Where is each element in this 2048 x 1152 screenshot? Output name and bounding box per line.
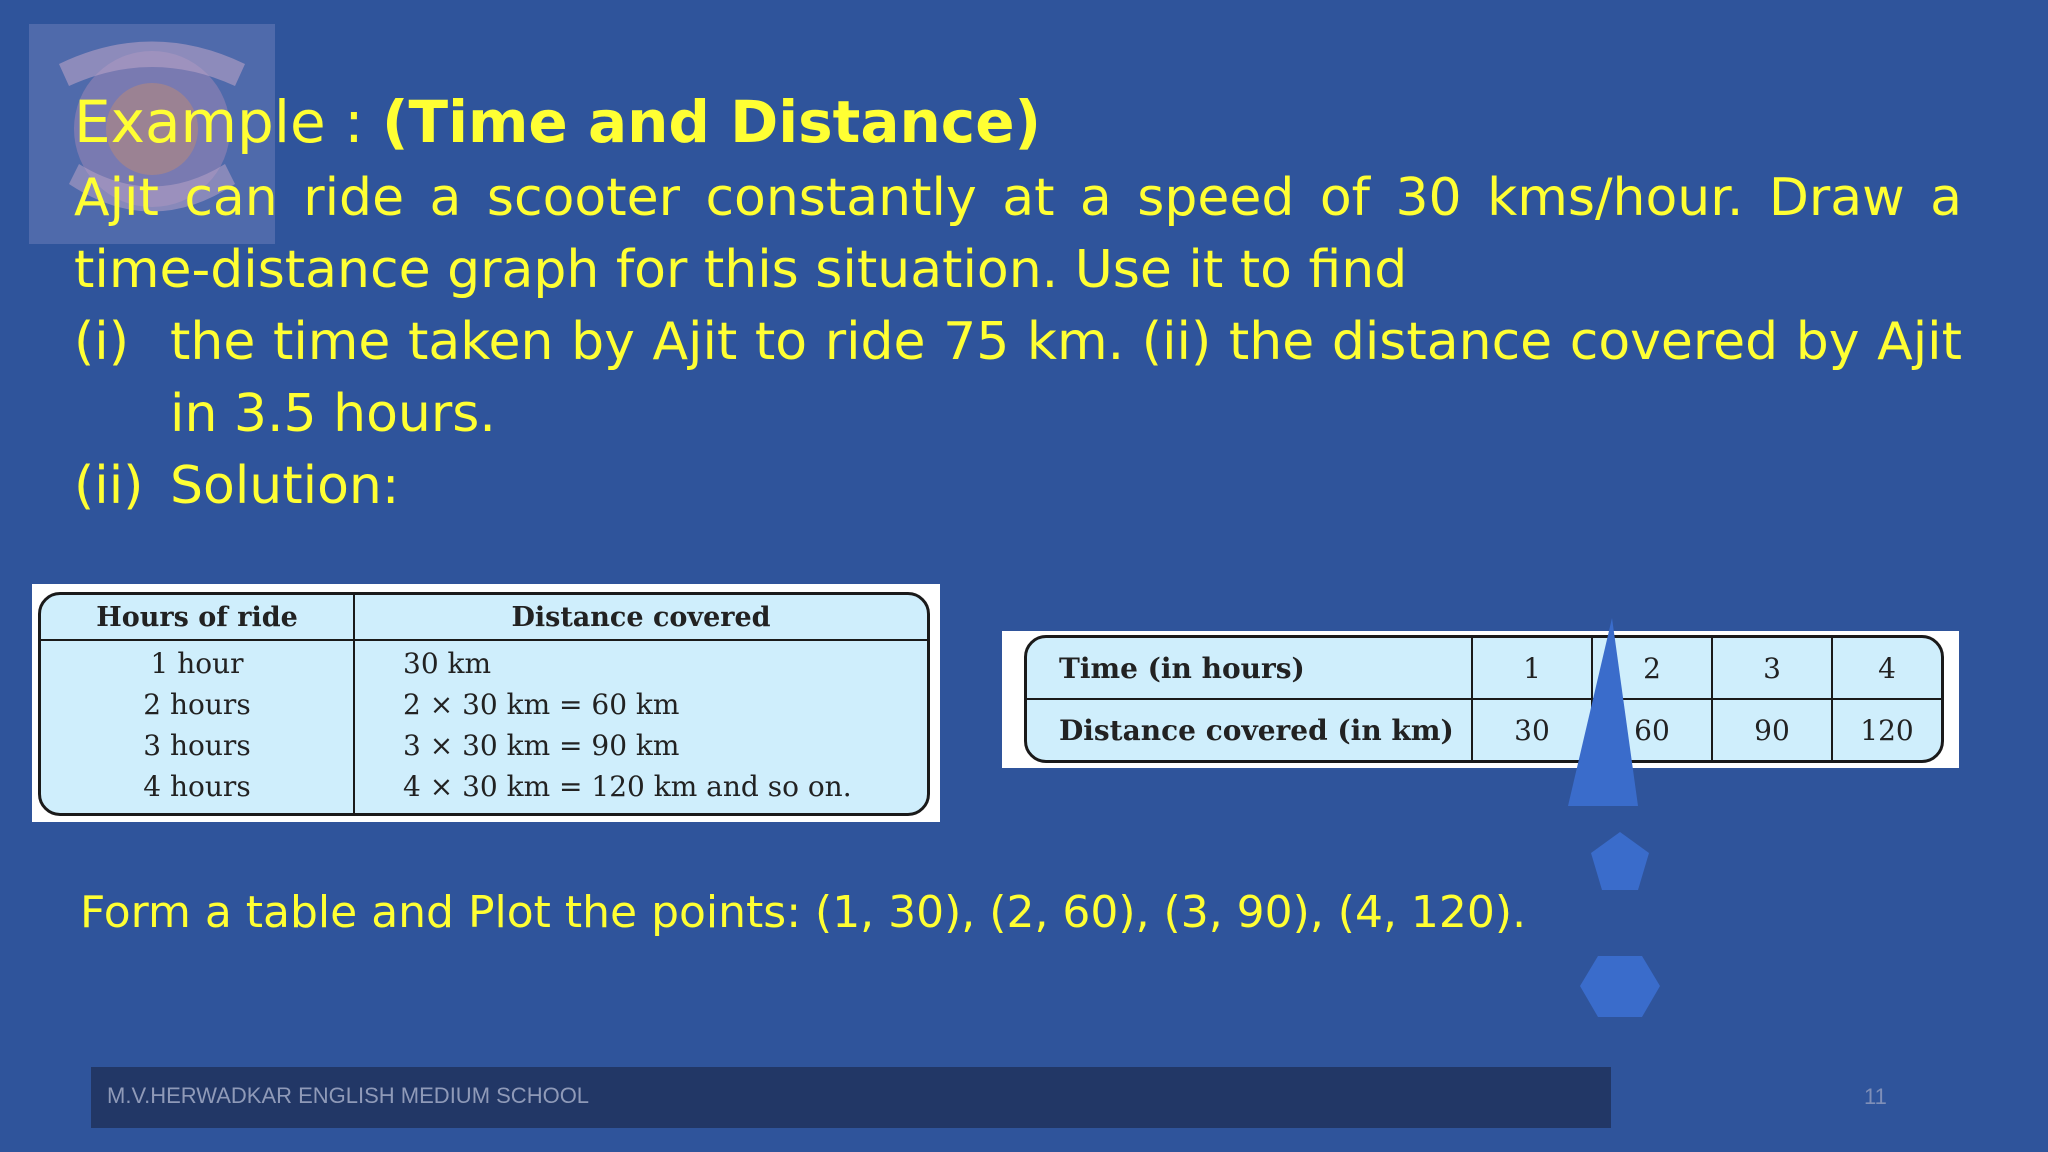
table-header xyxy=(41,595,927,641)
hexagon-shape-icon xyxy=(1580,956,1660,1017)
table-cell: 30 xyxy=(1473,700,1593,760)
row-label-distance: Distance covered (in km) xyxy=(1027,700,1473,760)
hours-distance-table-image xyxy=(32,584,940,822)
item-number: (i) xyxy=(74,312,130,372)
header-hours: Hours of ride xyxy=(41,595,355,639)
item-text: the time taken by Ajit to ride 75 km. (ii) the distance covered by Ajit in 3.5 hours. xyxy=(170,312,1962,444)
footer-school-name: M.V.HERWADKAR ENGLISH MEDIUM SCHOOL xyxy=(107,1083,590,1108)
row-label-time: Time (in hours) xyxy=(1027,638,1473,698)
list-item xyxy=(74,450,1962,522)
title-bold: (Time and Distance) xyxy=(382,88,1042,156)
table-cell: 2 hours xyxy=(143,688,251,721)
header-distance: Distance covered xyxy=(511,601,771,633)
table-cell: 3 × 30 km = 90 km xyxy=(403,729,680,762)
question-list xyxy=(74,306,1962,522)
table-cell: 1 hour xyxy=(150,647,244,680)
hours-column xyxy=(41,641,355,815)
table-cell: 2 × 30 km = 60 km xyxy=(403,688,680,721)
instruction-text: Form a table and Plot the points: (1, 30), (2, 60), (3, 90), (4, 120). xyxy=(80,887,1527,938)
table-cell: 90 xyxy=(1713,700,1833,760)
time-distance-table-image xyxy=(1002,631,1959,768)
table-cell: 2 xyxy=(1593,638,1713,698)
table-cell: 4 hours xyxy=(143,770,251,803)
table-cell: 3 hours xyxy=(143,729,251,762)
hours-distance-table xyxy=(38,592,930,816)
problem-statement: Ajit can ride a scooter constantly at a speed of 30 kms/hour. Draw a time-distance graph for this situation. Use it to find xyxy=(74,168,1962,300)
table-cell: 120 xyxy=(1860,713,1914,747)
footer-bar xyxy=(91,1067,1611,1128)
table-cell: 1 xyxy=(1473,638,1593,698)
triangle-shape-icon xyxy=(1568,618,1638,806)
distance-column xyxy=(355,641,927,815)
table-cell: 60 xyxy=(1593,700,1713,760)
title-prefix: Example : xyxy=(74,88,383,156)
list-item xyxy=(74,306,1962,450)
slide-title xyxy=(74,86,1041,158)
page-number: 11 xyxy=(1864,1084,1887,1109)
table-cell: 4 xyxy=(1878,651,1896,685)
table-cell: 30 km xyxy=(403,647,492,680)
table-row xyxy=(1027,698,1941,760)
table-cell: 3 xyxy=(1713,638,1833,698)
table-row xyxy=(1027,638,1941,698)
item-text: Solution: xyxy=(170,456,400,516)
pentagon-shape-icon xyxy=(1591,832,1649,890)
table-cell: 4 × 30 km = 120 km and so on. xyxy=(403,770,852,803)
item-number: (ii) xyxy=(74,456,144,516)
decorative-shapes xyxy=(1560,610,1680,1030)
time-distance-table xyxy=(1024,635,1944,763)
